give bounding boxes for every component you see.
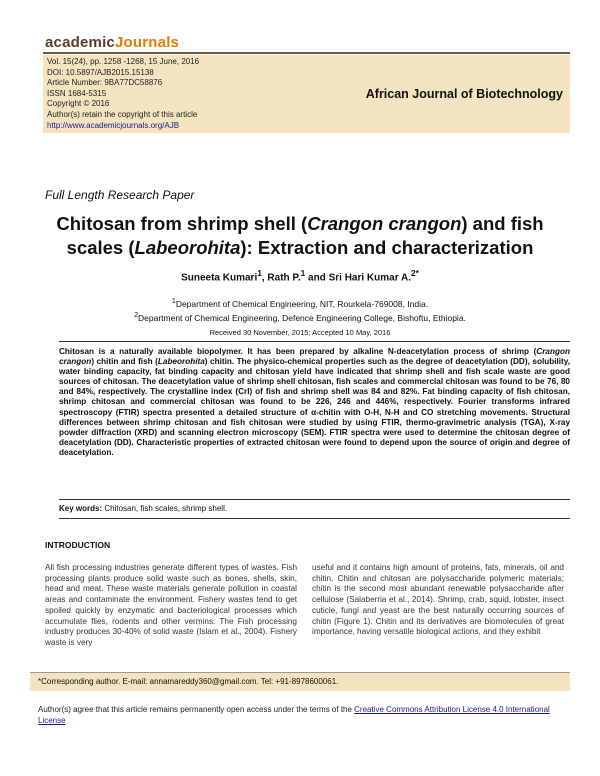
article-metadata <box>47 57 199 131</box>
meta-article-number: Article Number: 9BA77DC58876 <box>47 78 163 88</box>
abstract-top-rule <box>59 341 570 342</box>
affil-mark: 1 <box>171 297 176 305</box>
meta-copyright: Copyright © 2016 <box>47 99 110 109</box>
corresponding-author: *Corresponding author. E-mail: annamareddy360@gmail.com. Tel: +91-8978600061. <box>30 673 570 691</box>
author-affil-mark: 1 <box>300 268 306 278</box>
header-divider <box>43 52 570 54</box>
abstract-text: Chitosan is a naturally available biopolymer. It has been prepared by alkaline N-deacetylation process of shrimp ( <box>59 347 537 356</box>
affil-mark: 2 <box>134 310 138 319</box>
title-species-shrimp: Crangon crangon <box>307 213 462 234</box>
title-part: ) and fish scales ( <box>66 213 544 258</box>
journal-logo <box>45 34 179 51</box>
keywords-rule <box>59 518 570 519</box>
author-name: Suneeta Kumari <box>181 272 258 284</box>
abstract-bottom-rule <box>59 499 570 500</box>
logo-journals: Journals <box>114 34 180 51</box>
paper-type: Full Length Research Paper <box>45 188 195 202</box>
author-affil-mark: 1 <box>257 268 262 278</box>
keywords-label: Key words: <box>59 504 103 513</box>
keywords-text: Chitosan, fish scales, shrimp shell. <box>102 504 228 513</box>
license-text: Author(s) agree that this article remains permanently open access under the terms of the <box>38 705 355 714</box>
author-name: and Sri Hari Kumar A. <box>305 272 412 284</box>
author-list <box>30 268 570 283</box>
affil-text: Department of Chemical Engineering, Defence Engineering College, Bishoftu, Ethiopia. <box>138 312 466 323</box>
license-link[interactable]: Creative Commons Attribution License 4.0 International License <box>38 705 550 725</box>
meta-issn: ISSN 1684-5315 <box>47 88 107 98</box>
abstract-species: Labeorohita <box>157 357 205 367</box>
meta-volume: Vol. 15(24), pp. 1258 -1268, 15 June, 2016 <box>47 57 200 66</box>
meta-rights: Author(s) retain the copyright of this article <box>47 109 198 119</box>
title-part: Chitosan from shrimp shell ( <box>56 213 308 234</box>
intro-column-right: useful and it contains high amount of proteins, fats, minerals, oil and chitin. Chitin and chitosan are polysaccharide polymeric materials; chitin is the second most abundant renewable polysaccharide after cellulose (Salaberria et al., 2014). Shrimp, crab, squid, lobster, insect cuticle, fungi and yeast are the best naturally occurring sources of chitin (Figure 1). Chitin and its derivatives are biomolecules of great importance, having versatile biological actions, and they exhibit <box>312 563 564 637</box>
journal-name: African Journal of Biotechnology <box>365 87 563 101</box>
abstract <box>59 347 570 458</box>
abstract-species: Crangon crangon <box>59 347 570 367</box>
received-dates: Received 30 November, 2015; Accepted 10 May, 2016 <box>209 328 391 337</box>
abstract-text: ) chitin and fish ( <box>91 357 158 367</box>
meta-doi: DOI: 10.5897/AJB2015.15138 <box>47 67 154 77</box>
affil-text: Department of Chemical Engineering, NIT, Rourkela-769008, India. <box>175 298 429 309</box>
logo-academic: academic <box>45 34 115 51</box>
section-heading-introduction: INTRODUCTION <box>45 540 111 550</box>
paper-title <box>30 212 570 260</box>
author-affil-mark: 2* <box>411 268 419 278</box>
meta-journal-url[interactable]: http://www.academicjournals.org/AJB <box>47 120 180 130</box>
intro-column-left: All fish processing industries generate different types of wastes. Fish processing plants produce solid waste such as bones, shells, skin, head and meat. These waste materials generate pollution in coastal areas and contaminate the environment. Fishery wastes tend to get spoiled quickly by enzymatic and bacteriological processes which accumulate flies, rodents and other vermins. The Fish processing industry produces 30-40% of solid waste (Islam et al., 2004). Fishery waste is very <box>45 563 297 647</box>
affiliations <box>30 296 570 324</box>
title-part: ): Extraction and characterization <box>240 237 534 258</box>
abstract-text: ) chitin. The physico-chemical properties such as the degree of deacetylation (DD), solubility, water binding capacity, fat binding capacity and chitosan yield have indicated that shrimp shell and fish scale waste are good sources of chitosan. The deacetylation value of shrimp shell chitosan, fish scales and commercial chitosan was found to be 76, 80 and 84%, respectively. The crystalline index (CrI) of fish and shrimp shell was 84 and 82%. Fat binding capacity of fish chitosan, shrimp chitosan and commercial chitosan was found to be 226, 246 and 446%, respectively. Fourier transforms infrared spectroscopy (FTIR) spectra presented a detailed structure of α-chitin with O-H, N-H and CO stretching movements. Structural differences between shrimp chitosan and fish chitosan were studied by using FTIR, thermo-gravimetric analysis (TGA), X-ray powder diffraction (XRD) and scanning electron microscopy (SEM). FTIR spectra were used to determine the chitosan degree of deacetylation (DD). Characteristic properties of extracted chitosan were found to depend upon the source of origin and degree of deacetylation. <box>59 357 570 457</box>
author-name: , Rath P. <box>261 272 301 284</box>
affiliation-2 <box>30 310 570 324</box>
title-species-fish: Labeorohita <box>134 237 241 258</box>
license-statement <box>30 705 570 726</box>
affiliation-1 <box>30 296 570 310</box>
keywords <box>59 504 227 513</box>
